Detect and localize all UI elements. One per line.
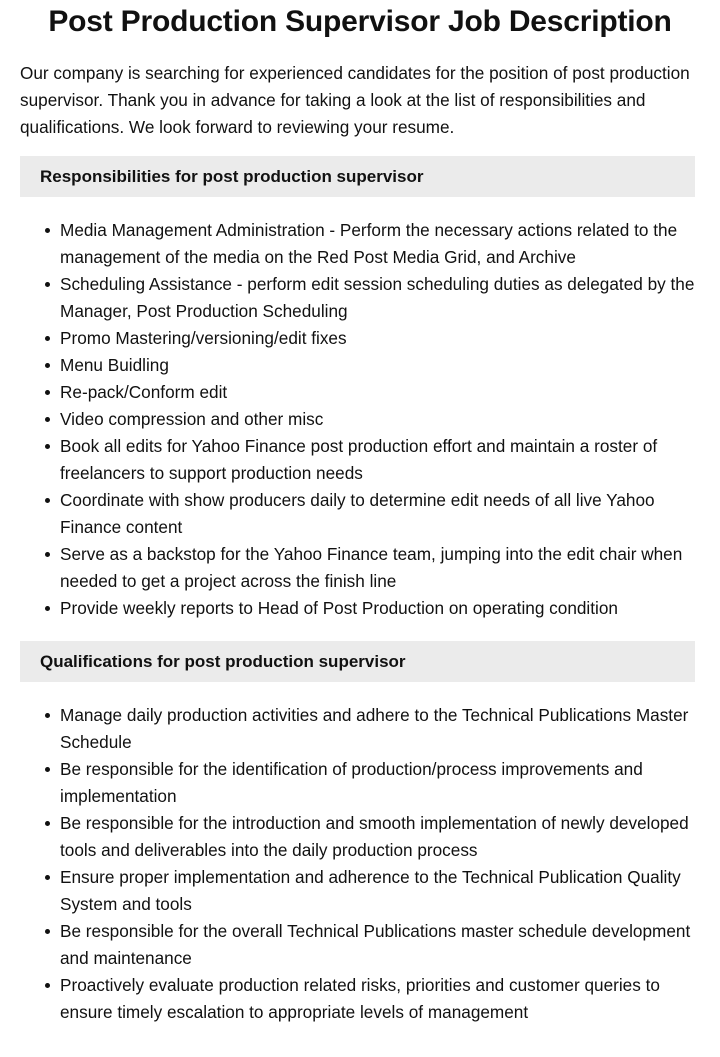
list-item: Media Management Administration - Perform the necessary actions related to the management of the media on the Red Post Media Grid, and Archive [60,217,700,271]
list-item: Coordinate with show producers daily to determine edit needs of all live Yahoo Finance content [60,487,700,541]
intro-paragraph: Our company is searching for experienced candidates for the position of post production supervisor. Thank you in advance for taking a look at the list of responsibilities and qualifications. We look forward to reviewing your resume. [20,63,690,137]
responsibilities-list [20,217,700,622]
list-item: Proactively evaluate production related risks, priorities and customer queries to ensure timely escalation to appropriate levels of management [60,972,700,1026]
qualifications-list [20,702,700,1026]
list-item: Book all edits for Yahoo Finance post production effort and maintain a roster of freelancers to support production needs [60,433,700,487]
list-item: Provide weekly reports to Head of Post Production on operating condition [60,595,700,622]
list-item: Promo Mastering/versioning/edit fixes [60,325,700,352]
qualifications-heading: Qualifications for post production supervisor [20,641,695,682]
page-title: Post Production Supervisor Job Description [48,5,672,38]
list-item: Ensure proper implementation and adherence to the Technical Publication Quality System and tools [60,864,700,918]
list-item: Manage daily production activities and adhere to the Technical Publications Master Schedule [60,702,700,756]
list-item: Serve as a backstop for the Yahoo Finance team, jumping into the edit chair when needed to get a project across the finish line [60,541,700,595]
list-item: Video compression and other misc [60,406,700,433]
responsibilities-heading: Responsibilities for post production supervisor [20,156,695,197]
list-item: Re-pack/Conform edit [60,379,700,406]
list-item: Menu Buidling [60,352,700,379]
list-item: Be responsible for the introduction and smooth implementation of newly developed tools and deliverables into the daily production process [60,810,700,864]
list-item: Be responsible for the identification of production/process improvements and implementation [60,756,700,810]
list-item: Scheduling Assistance - perform edit session scheduling duties as delegated by the Manager, Post Production Scheduling [60,271,700,325]
list-item: Be responsible for the overall Technical Publications master schedule development and maintenance [60,918,700,972]
